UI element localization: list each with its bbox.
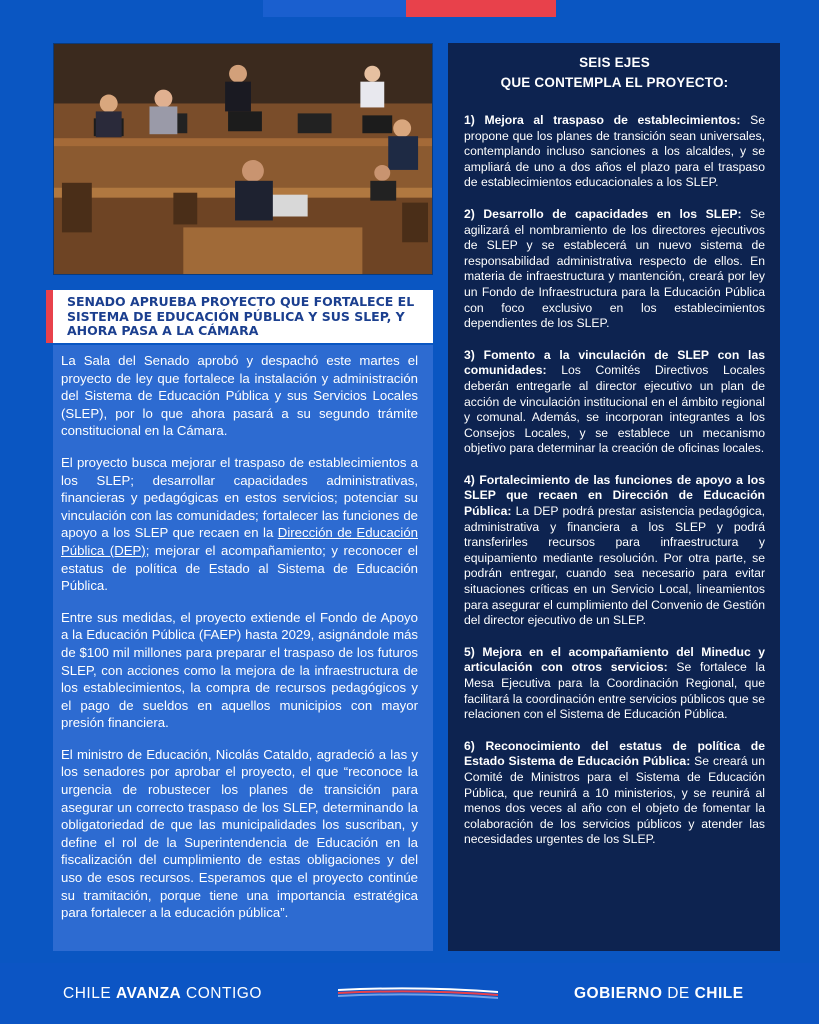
- axis-item-1: [464, 113, 765, 191]
- axis-heading: 3) Fomento a la vinculación de SLEP con las comunidades:: [464, 347, 765, 378]
- top-accent-blue: [263, 0, 406, 17]
- headline-title: SENADO APRUEBA PROYECTO QUE FORTALECE EL SISTEMA DE EDUCACIÓN PÚBLICA Y SUS SLEP, Y AHORA PASA A LA CÁMARA: [67, 294, 415, 338]
- slogan-chile-avanza-contigo: [63, 985, 262, 1003]
- axis-heading: 2) Desarrollo de capacidades en los SLEP:: [464, 206, 742, 221]
- logo-part: DE: [662, 985, 695, 1002]
- dep-link[interactable]: Dirección de Educación Pública (DEP): [61, 525, 418, 558]
- logo-part-bold: CHILE: [694, 985, 744, 1002]
- axis-heading: 4) Fortalecimiento de las funciones de apoyo a los SLEP que recaen en Dirección de Educación Pública:: [464, 472, 765, 519]
- slogan-part-bold: AVANZA: [115, 985, 182, 1002]
- top-accent-red: [406, 0, 556, 17]
- axes-title-line-1: SEIS EJES: [579, 55, 650, 70]
- axis-body: Se fortalece la Mesa Ejecutiva para la Coordinación Regional, que facilitará la coordinación entre servicios públicos que se relacionen con el Sistema de Educación Pública.: [464, 660, 765, 722]
- article-paragraph-3: Entre sus medidas, el proyecto extiende el Fondo de Apoyo a la Educación Pública (FAEP) hasta 2029, asignándole más de $100 mil millones para preparar el traspaso de los futuros SLEP, con acciones como la mejora de la infraestructura de los establecimientos, la compra de recursos pedagógicos y el pago de sueldos en aquellos municipios con mayor presión financiera.: [61, 609, 418, 731]
- article-paragraph-1: La Sala del Senado aprobó y despachó este martes el proyecto de ley que fortalece la instalación y administración del Sistema de Educación Pública y sus Servicios Locales (SLEP), por lo que ahora pasará a su segundo trámite constitucional en la Cámara.: [61, 353, 418, 439]
- axes-title: [464, 53, 765, 93]
- p2-text-after: ; mejorar el acompañamiento; y reconocer el estatus de política de Estado al Sistema de Educación Pública.: [61, 542, 418, 594]
- axis-item-6: [464, 739, 765, 848]
- axis-heading: 6) Reconocimiento del estatus de política de Estado Sistema de Educación Pública:: [464, 738, 765, 769]
- logo-part-bold: GOBIERNO: [574, 985, 663, 1002]
- axis-body: Se agilizará el nombramiento de los directores ejecutivos de SLEP y se establecerá un nuevo sistema de responsabilidad administrativa respecto de ellos. En materia de infraestructura y mantención, creará por ley un Fondo de Infraestructura para la Educación Pública con foco exclusivo en los establecimientos dependientes de los SLEP.: [464, 206, 765, 331]
- slogan-part: CONTIGO: [181, 985, 262, 1002]
- slogan-part: CHILE: [63, 985, 116, 1002]
- axis-heading: 1) Mejora al traspaso de establecimientos:: [464, 113, 741, 127]
- p2-text-before: El proyecto busca mejorar el traspaso de establecimientos a los SLEP; desarrollar capacidades administrativas, financieras y pedagógicas en estos servicios; potenciar su vinculación con las comunidades; fortalecer las funciones de apoyo a los SLEP que recaen en la: [61, 454, 418, 541]
- gobierno-de-chile-logo: [574, 985, 744, 1003]
- article-paragraph-4: El ministro de Educación, Nicolás Cataldo, agradeció a las y los senadores por aprobar el proyecto, el que “reconoce la urgencia de robustecer los planes de transición para asegurar un correcto traspaso de los SLEP, determinando la obligatoriedad de que las municipalidades los suscriban, y define el rol de la Superintendencia de Educación en la fiscalización del cumplimiento de estas obligaciones y del uso de esos recursos. Esperamos que el proyecto continúe su tramitación, porque tiene una importancia estratégica para fortalecer a la educación pública”.: [61, 746, 418, 921]
- top-accent-bar: [263, 0, 556, 17]
- axes-panel: [448, 43, 780, 951]
- axis-body: La DEP podrá prestar asistencia pedagógica, administrativa y financiera a los SLEP y podrá transferirles recursos para infraestructura y equipamiento mediante resolución. Por otra parte, se podrán entregar, cuando sea necesario para evitar situaciones críticas en un Servicio Local, lineamientos para asegurar el cumplimiento del Convenio de Gestión del director ejecutivo de un SLEP.: [464, 504, 765, 628]
- article-column: [53, 345, 433, 951]
- footer-bar: [0, 963, 819, 1024]
- axis-body: Se propone que los planes de transición sean universales, contemplando incluso sanciones a los alcaldes, y se ampliará de uno a dos años el plazo para el traspaso de establecimientos educacionales a los SLEP.: [464, 113, 765, 190]
- axis-body: Los Comités Directivos Locales deberán entregarle al director ejecutivo un plan de acción de vinculación institucional en el ámbito regional y comunal. Además, se incorporan integrantes a los Consejos Locales, y se establece un mecanismo objetivo para determinar la creación de oficinas locales.: [464, 363, 765, 456]
- axis-item-3: [464, 348, 765, 457]
- article-paragraph-2: [61, 454, 418, 595]
- senate-chamber-photo: [53, 43, 433, 275]
- axis-item-4: [464, 473, 765, 629]
- axis-heading: 5) Mejora en el acompañamiento del Mineduc y articulación con otros servicios:: [464, 644, 765, 675]
- axis-item-5: [464, 645, 765, 723]
- axis-body: Se creará un Comité de Ministros para el Sistema de Educación Pública, que reunirá a 10 ministerios, y se reunirá al menos dos veces al año con el objeto de fomentar la colaboración de los servicios públicos y atender las necesidades urgentes de los SLEP.: [464, 754, 765, 847]
- axes-title-line-2: QUE CONTEMPLA EL PROYECTO:: [500, 75, 729, 90]
- axis-item-2: [464, 207, 765, 332]
- flag-stripes-icon: [338, 985, 498, 1001]
- headline-box: [46, 290, 433, 343]
